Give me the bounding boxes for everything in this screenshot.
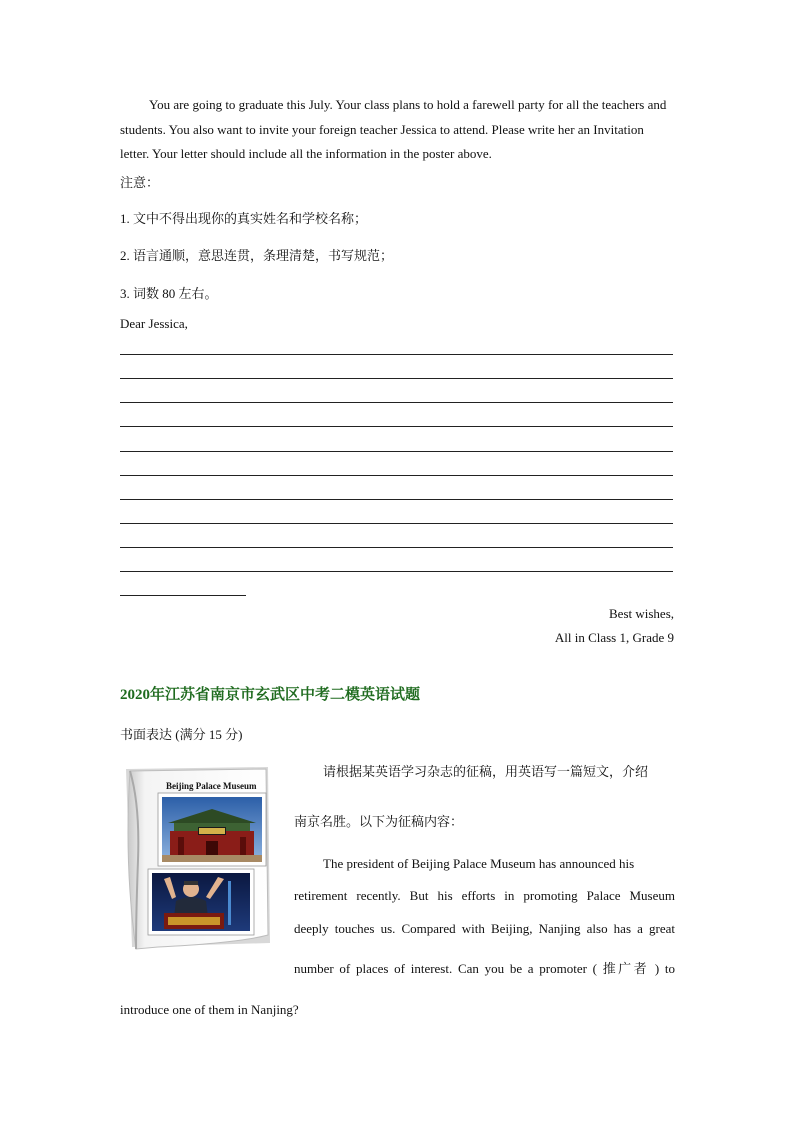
task-paragraph: You are going to graduate this July. Your class plans to hold a farewell party for all the teachers and students. You also want to invite your foreign teacher Jessica to attend. Please write her an Invitation letter. Your letter should include all the information in the poster above. [120,97,667,161]
note-label: 注意： [120,175,160,190]
passage-line-3: deeply touches us. Compared with Beijing, Nanjing also has a great [294,921,675,936]
writing-line [120,426,673,427]
intro-line-2: 南京名胜。以下为征稿内容： [294,814,464,829]
writing-line [120,378,673,379]
writing-line-short [120,595,246,596]
writing-line [120,354,673,355]
passage-last-line: introduce one of them in Nanjing? [120,1002,299,1017]
writing-line [120,571,673,572]
note-item-3: 3. 词数 80 左右。 [120,286,218,301]
image-caption: Beijing Palace Museum [166,781,257,791]
note-item-1: 1. 文中不得出现你的真实姓名和学校名称； [120,211,368,226]
greeting: Dear Jessica, [120,316,188,331]
section-title: 2020年江苏省南京市玄武区中考二模英语试题 [120,687,421,703]
writing-line [120,451,673,452]
section-subtitle: 书面表达 (满分 15 分) [120,727,243,742]
magazine-image [118,765,278,950]
passage-line-1: The president of Beijing Palace Museum has announced his [323,856,635,871]
intro-line-1: 请根据某英语学习杂志的征稿，用英语写一篇短文，介绍 [323,764,649,779]
closing: Best wishes, [609,606,674,621]
signature: All in Class 1, Grade 9 [554,630,674,645]
writing-line [120,547,673,548]
writing-line [120,402,673,403]
note-item-2: 2. 语言通顺，意思连贯，条理清楚，书写规范； [120,248,394,263]
writing-line [120,499,673,500]
writing-line [120,475,673,476]
writing-line [120,523,673,524]
passage-line-4: number of places of interest. Can you be a promoter ( 推广者 ) to [294,961,675,976]
passage-line-2: retirement recently. But his efforts in promoting Palace Museum [294,888,675,903]
